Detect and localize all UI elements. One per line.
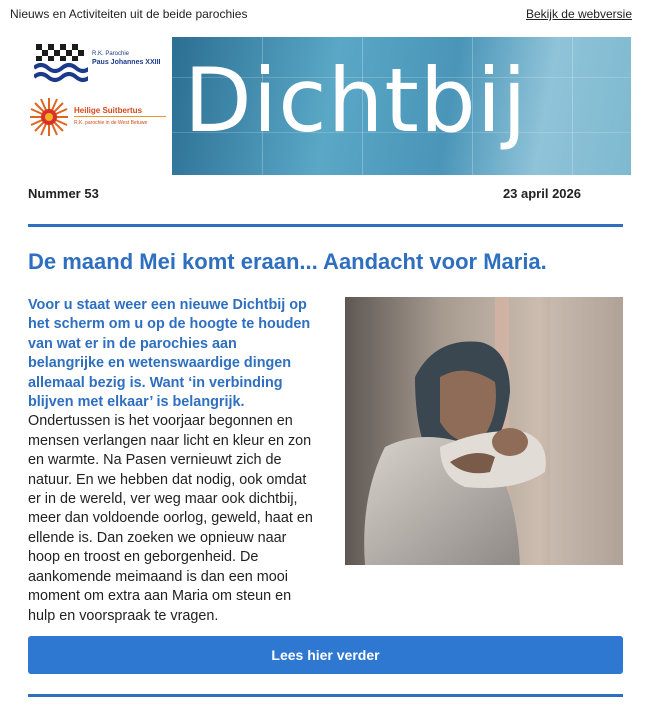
sun-rays-logo-icon bbox=[28, 96, 70, 138]
banner-window-line bbox=[572, 37, 573, 175]
newsletter-title: Dichtbij bbox=[184, 49, 528, 152]
bottom-divider bbox=[28, 694, 623, 697]
parish2-name: Heilige Suitbertus bbox=[74, 106, 143, 115]
issue-date: 23 april 2026 bbox=[502, 186, 581, 201]
parish-logo-paus-johannes bbox=[34, 42, 169, 84]
article-body bbox=[28, 296, 313, 626]
view-webversion-link[interactable]: Bekijk de webversie bbox=[525, 7, 632, 21]
issue-number: Nummer 53 bbox=[28, 186, 99, 201]
article-text: Ondertussen is het voorjaar begonnen en mensen verlangen naar licht en kleur en zon en warmte. Na Pasen vernieuwt zich de natuur. En we hebben dat nodig, ook omdat er in de wereld, ver weg maar ook dichtbij, meer dan voldoende oorlog, geweld, haat en ellende is. Dan zoeken we opnieuw naar hoop en troost en geborgenheid. De aankomende meimaand is dan een mooi moment om extra aan Maria om steun en hulp en voorspraak te vragen. bbox=[28, 413, 313, 624]
parish2-divider bbox=[74, 116, 166, 117]
preheader-text: Nieuws en Activiteiten uit de beide parochies bbox=[10, 7, 248, 21]
preheader-bar bbox=[0, 0, 660, 28]
article-lead: Voor u staat weer een nieuwe Dichtbij op het scherm om u op de hoogte te houden van wat er in de parochies aan belangrijke en wetenswaardige dingen allemaal bezig is. Want ‘in verbinding blijven met elkaar’ is belangrijk. bbox=[28, 297, 311, 411]
article-headline: De maand Mei komt eraan... Aandacht voor Maria. bbox=[28, 249, 547, 274]
figurine-image-icon bbox=[345, 297, 623, 565]
read-more-button[interactable]: Lees hier verder bbox=[28, 636, 623, 674]
parish2-subtitle: R.K. parochie in de West Betuwe bbox=[74, 120, 148, 126]
parish1-line2: Paus Johannes XXIII bbox=[92, 59, 161, 66]
checkered-waves-logo-icon bbox=[34, 42, 88, 84]
parish-logo-suitbertus bbox=[28, 96, 168, 140]
top-divider bbox=[28, 224, 623, 227]
parish-logos bbox=[28, 38, 168, 173]
hero-banner bbox=[172, 37, 631, 175]
mary-figurine-photo bbox=[345, 297, 623, 565]
parish1-line1: R.K. Parochie bbox=[92, 51, 130, 57]
